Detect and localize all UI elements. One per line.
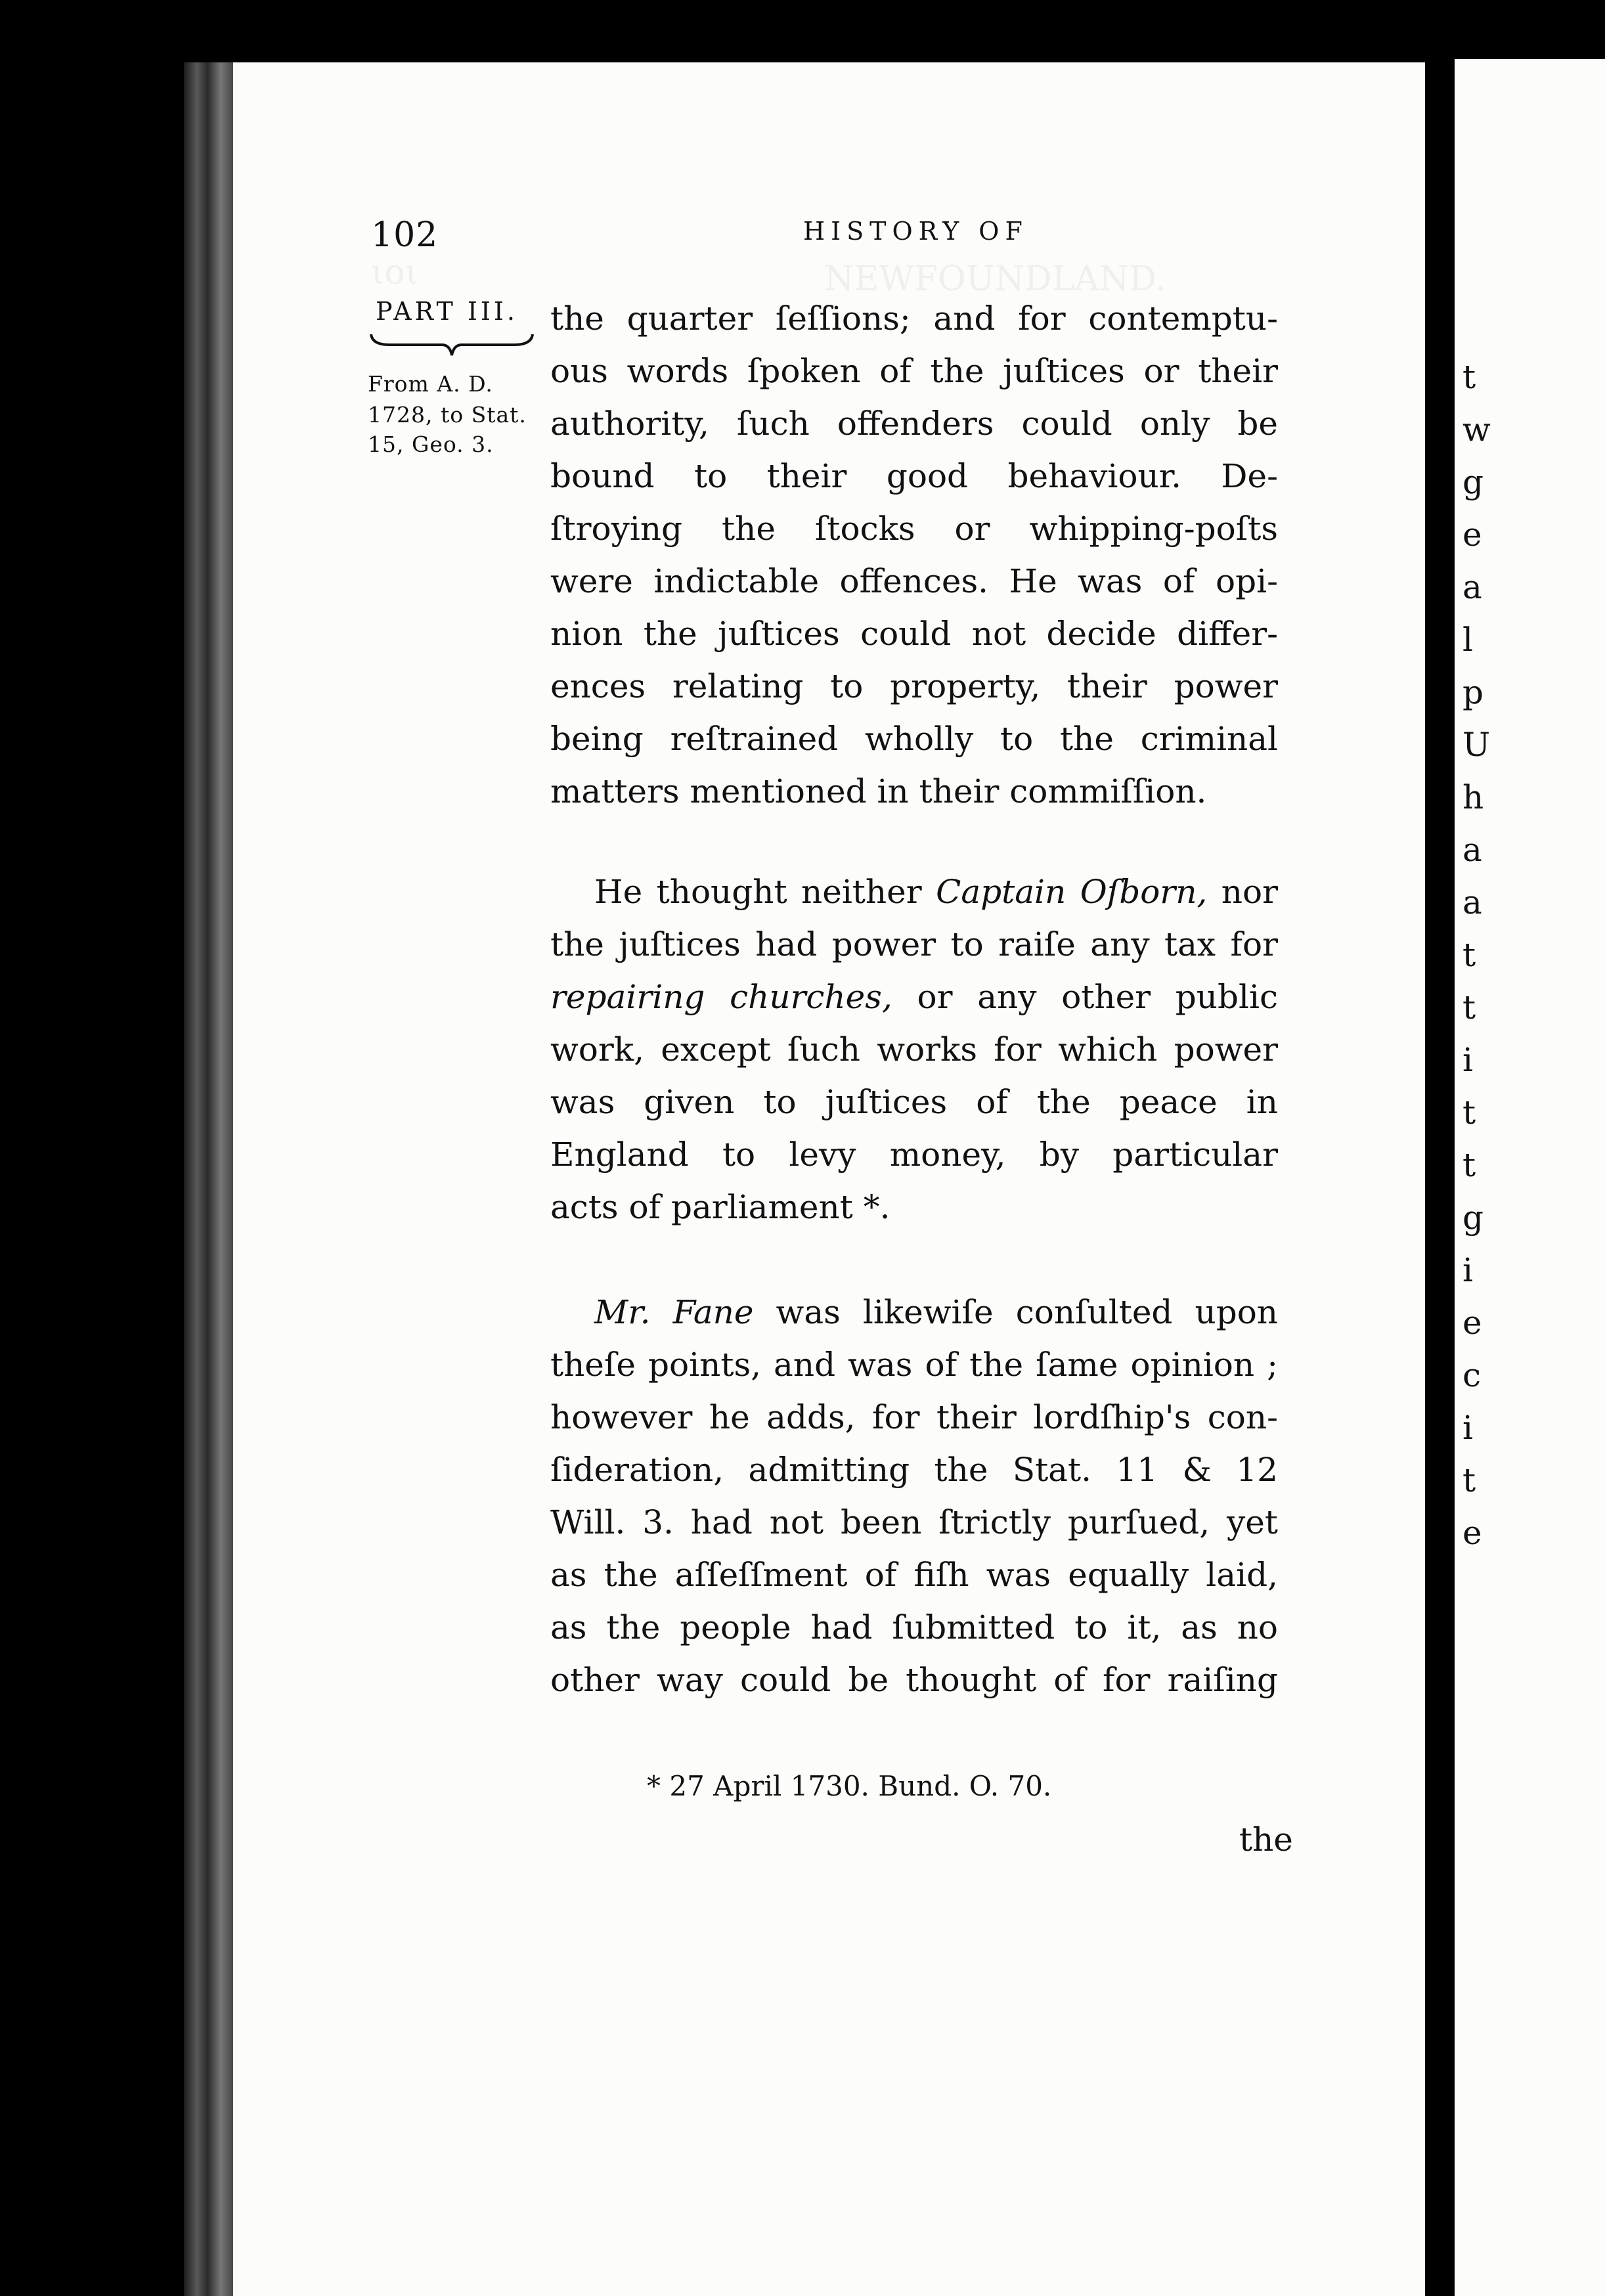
right-page-letter: U	[1462, 726, 1491, 764]
sidenote-part: PART III.	[376, 297, 519, 326]
right-page-letter: l	[1462, 621, 1473, 659]
right-page-letter: e	[1462, 1514, 1482, 1552]
text-line: work, except ſuch works for which power	[550, 1030, 1278, 1069]
text-line: was given to juſtices of the peace in	[550, 1083, 1278, 1121]
right-page-letter: g	[1462, 463, 1484, 501]
text-line: repairing churches, or any other public	[550, 978, 1278, 1016]
text-line: being reſtrained wholly to the criminal	[550, 720, 1278, 758]
right-page-letter: i	[1462, 1251, 1473, 1289]
sidenote-line: 1728, to Stat.	[368, 402, 527, 428]
emphasis-name: Captain Oſborn,	[936, 873, 1208, 911]
text-line: authority, ſuch offenders could only be	[550, 405, 1278, 443]
text-line: bound to their good behaviour. De-	[550, 457, 1278, 495]
text-line: as the people had ſubmitted to it, as no	[550, 1608, 1278, 1646]
text-line: Will. 3. had not been ſtrictly purſued, yet	[550, 1503, 1278, 1541]
text-line: He thought neither Captain Oſborn, nor	[594, 873, 1278, 911]
text-line: ſtroying the ſtocks or whipping-poſts	[550, 510, 1278, 548]
right-page-letter: e	[1462, 1304, 1482, 1342]
footnote: * 27 April 1730. Bund. O. 70.	[647, 1770, 1052, 1802]
right-page-letter: e	[1462, 516, 1482, 554]
emphasis-name: Mr. Fane	[594, 1293, 754, 1331]
right-page-letter: i	[1462, 1041, 1473, 1079]
right-page-letter: p	[1462, 673, 1484, 711]
text-line: England to levy money, by particular	[550, 1136, 1278, 1174]
text-line: nion the juſtices could not decide differ-	[550, 615, 1278, 653]
text-line: the quarter ſeſſions; and for contemptu-	[550, 299, 1278, 338]
right-page-letter: c	[1462, 1356, 1482, 1394]
right-page-letter: a	[1462, 831, 1482, 869]
right-page-letter: w	[1462, 410, 1491, 449]
book-spine	[184, 62, 236, 2296]
right-page-letter: t	[1462, 1146, 1476, 1184]
right-page-letter: t	[1462, 936, 1476, 974]
right-page-letter: a	[1462, 568, 1482, 606]
text-line: however he adds, for their lordſhip's con-	[550, 1398, 1278, 1436]
text-line: Mr. Fane was likewiſe conſulted upon	[594, 1293, 1279, 1331]
right-page-letter: t	[1462, 358, 1476, 396]
page-number: 102	[371, 215, 439, 255]
right-page-letter: a	[1462, 883, 1482, 921]
running-title: HISTORY OF	[803, 217, 1028, 246]
right-page-letter: i	[1462, 1409, 1473, 1447]
text-line: theſe points, and was of the ſame opinion ;	[550, 1346, 1278, 1384]
text-line: ences relating to property, their power	[550, 667, 1278, 705]
right-page-edge	[1455, 59, 1605, 2296]
sidenote-line: 15, Geo. 3.	[368, 431, 494, 457]
text-line: were indictable offences. He was of opi-	[550, 562, 1278, 600]
right-page-letter: t	[1462, 1093, 1476, 1132]
right-page-letter: t	[1462, 1461, 1476, 1499]
text-line: ous words ſpoken of the juſtices or their	[550, 352, 1278, 390]
right-page-letter: g	[1462, 1199, 1484, 1237]
right-page-letter: h	[1462, 778, 1484, 816]
text-line: as the aſſeſſment of fiſh was equally laid,	[550, 1556, 1278, 1594]
left-page: ιοι NEWFOUNDLAND.	[233, 62, 1425, 2296]
emphasis-phrase: repairing churches,	[550, 978, 892, 1016]
text-line: matters mentioned in their commiſſion.	[550, 772, 1207, 810]
sidenote-line: From A. D.	[368, 371, 493, 397]
text-line: other way could be thought of for raiſing	[550, 1661, 1278, 1699]
text-line: acts of parliament *.	[550, 1188, 890, 1226]
catchword: the	[1239, 1821, 1293, 1859]
text-line: ſideration, admitting the Stat. 11 & 12	[550, 1451, 1278, 1489]
right-page-letter: t	[1462, 988, 1476, 1027]
brace-icon	[370, 332, 534, 358]
text-line: the juſtices had power to raiſe any tax for	[550, 925, 1278, 963]
